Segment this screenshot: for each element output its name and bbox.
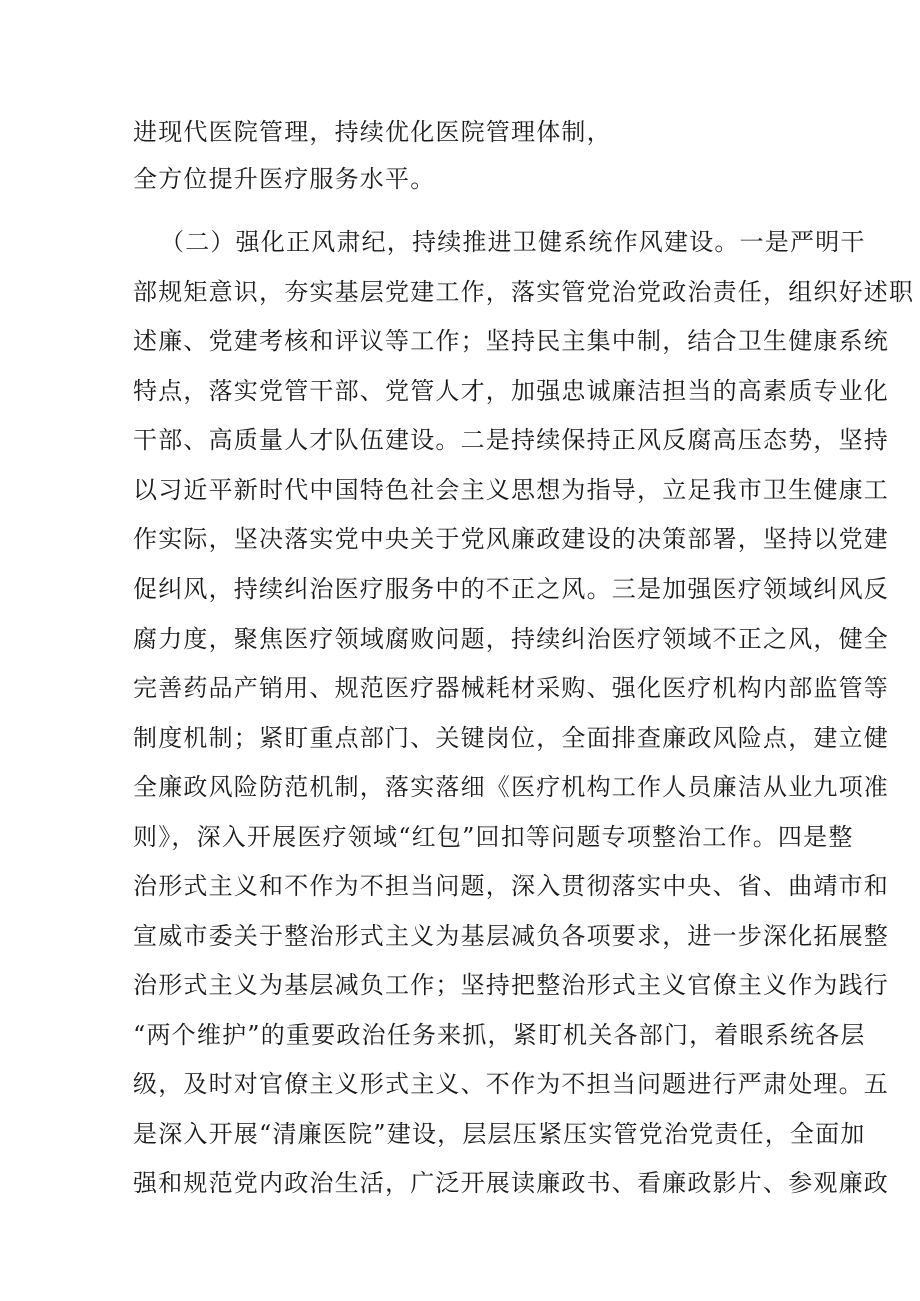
text-line-11: 腐力度，聚焦医疗领域腐败问题，持续纠治医疗领域不正之风，健全 xyxy=(133,625,889,653)
text-line-17: 宣威市委关于整治形式主义为基层减负各项要求，进一步深化拓展整 xyxy=(133,922,889,950)
text-line-14: 全廉政风险防范机制，落实落细《医疗机构工作人员廉洁从业九项准 xyxy=(133,773,889,801)
text-line-22: 强和规范党内政治生活，广泛开展读廉政书、看廉政影片、参观廉政 xyxy=(133,1169,889,1197)
text-line-5: 述廉、党建考核和评议等工作；坚持民主集中制，结合卫生健康系统 xyxy=(133,327,889,355)
text-line-16: 治形式主义和不作为不担当问题，深入贯彻落实中央、省、曲靖市和 xyxy=(133,872,889,900)
section-heading-line: （二）强化正风肃纪，持续推进卫健系统作风建设。一是严明干 xyxy=(160,228,866,256)
text-line-8: 以习近平新时代中国特色社会主义思想为指导，立足我市卫生健康工 xyxy=(133,476,889,504)
text-line-13: 制度机制；紧盯重点部门、关键岗位，全面排查廉政风险点，建立健 xyxy=(133,724,889,752)
text-line-1: 进现代医院管理，持续优化医院管理体制， xyxy=(133,118,612,146)
text-line-9: 作实际，坚决落实党中央关于党风廉政建设的决策部署，坚持以党建 xyxy=(133,525,889,553)
text-line-20: 级，及时对官僚主义形式主义、不作为不担当问题进行严肃处理。五 xyxy=(133,1070,889,1098)
text-line-6: 特点，落实党管干部、党管人才，加强忠诚廉洁担当的高素质专业化 xyxy=(133,377,889,405)
text-line-15: 则》，深入开展医疗领域“红包”回扣等问题专项整治工作。四是整 xyxy=(133,823,854,851)
text-line-4: 部规矩意识，夯实基层党建工作，落实管党治党政治责任，组织好述职 xyxy=(133,278,915,306)
text-line-2: 全方位提升医疗服务水平。 xyxy=(133,165,436,193)
text-line-19: “两个维护”的重要政治任务来抓，紧盯机关各部门，着眼系统各层 xyxy=(133,1021,866,1049)
text-line-10: 促纠风，持续纠治医疗服务中的不正之风。三是加强医疗领域纠风反 xyxy=(133,575,889,603)
text-line-12: 完善药品产销用、规范医疗器械耗材采购、强化医疗机构内部监管等 xyxy=(133,674,889,702)
text-line-7: 干部、高质量人才队伍建设。二是持续保持正风反腐高压态势，坚持 xyxy=(133,426,889,454)
text-line-18: 治形式主义为基层减负工作；坚持把整治形式主义官僚主义作为践行 xyxy=(133,971,889,999)
text-line-21: 是深入开展“清廉医院”建设，层层压紧压实管党治党责任，全面加 xyxy=(133,1120,866,1148)
